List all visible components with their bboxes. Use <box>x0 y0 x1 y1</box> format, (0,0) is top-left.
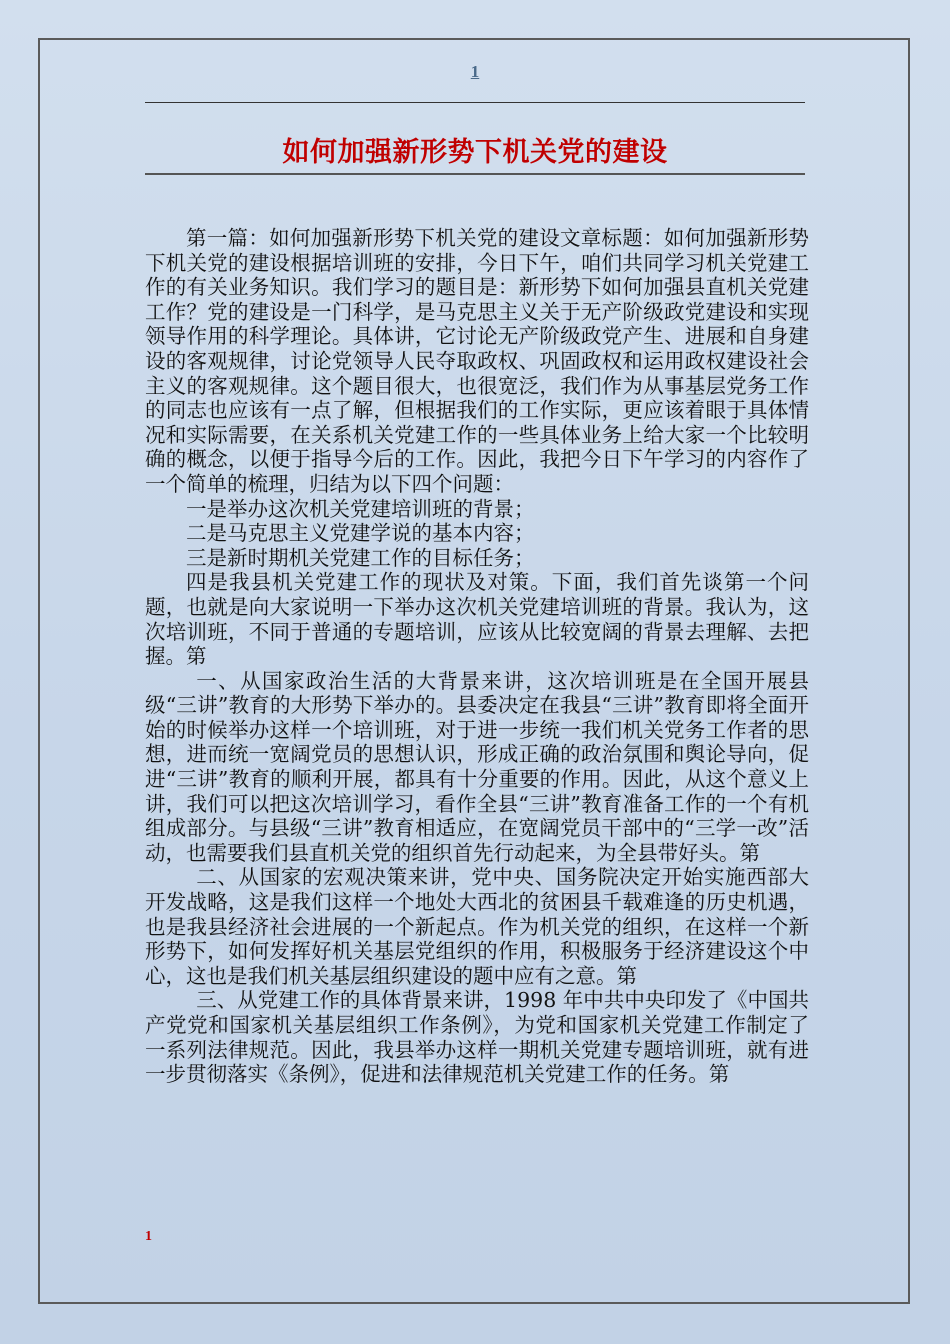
body-paragraph: 二是马克思主义党建学说的基本内容； <box>186 521 535 546</box>
body-paragraph: 三是新时期机关党建工作的目标任务； <box>186 545 535 570</box>
header-page-number: 1 <box>470 62 480 81</box>
body-paragraph: 一、从国家政治生活的大背景来讲，这次培训班是在全国开展县级“三讲”教育的大形势下举办的。县委决定在我县“三讲”教育即将全面开始的时候举办这样一个培训班，对于进一步统一我们机关党务工作者的思想，进而统一宽阔党员的思想认识，形成正确的政治氛围和舆论导向，促进“三讲”教育的顺利开展，都具有十分重要的作用。因此，从这个意义上讲，我们可以把这次培训学习，看作全县“三讲”教育准备工作的一个有机组成部分。与县级“三讲”教育相适应，在宽阔党员干部中的“三学一改”活动，也需要我们县直机关党的组织首先行动起来，为全县带好头。第 <box>145 668 809 865</box>
body-paragraph: 三、从党建工作的具体背景来讲，1998 年中共中央印发了《中国共产党党和国家机关基层组织工作条例》，为党和国家机关党建工作制定了一系列法律规范。因此，我县举办这样一期机关党建专题培训班，就有进一步贯彻落实《条例》，促进和法律规范机关党建工作的任务。第 <box>145 988 809 1087</box>
body-paragraph: 二、从国家的宏观决策来讲，党中央、国务院决定开始实施西部大开发战略，这是我们这样一个地处大西北的贫困县千载难逢的历史机遇，也是我县经济社会进展的一个新起点。作为机关党的组织，在这样一个新形势下，如何发挥好机关基层党组织的作用，积极服务于经济建设这个中心，这也是我们机关基层组织建设的题中应有之意。第 <box>145 865 809 988</box>
document-title: 如何加强新形势下机关党的建设 <box>282 137 668 168</box>
header-divider <box>145 102 805 103</box>
body-paragraph: 第一篇：如何加强新形势下机关党的建设文章标题：如何加强新形势下机关党的建设根据培训班的安排，今日下午，咱们共同学习机关党建工作的有关业务知识。我们学习的题目是：新形势下如何加强县直机关党建工作？党的建设是一门科学，是马克思主义关于无产阶级政党建设和实现领导作用的科学理论。具体讲，它讨论无产阶级政党产生、进展和自身建设的客观规律，讨论党领导人民夺取政权、巩固政权和运用政权建设社会主义的客观规律。这个题目很大，也很宽泛，我们作为从事基层党务工作的同志也应该有一点了解，但根据我们的工作实际，更应该着眼于具体情况和实际需要，在关系机关党建工作的一些具体业务上给大家一个比较明确的概念，以便于指导今后的工作。因此，我把今日下午学习的内容作了一个简单的梳理，归结为以下四个问题： <box>145 226 809 496</box>
footer-page-number: 1 <box>145 1229 152 1244</box>
body-paragraph: 一是举办这次机关党建培训班的背景； <box>186 496 535 521</box>
document-body <box>145 226 809 1087</box>
body-paragraph: 四是我县机关党建工作的现状及对策。下面，我们首先谈第一个问题，也就是向大家说明一下举办这次机关党建培训班的背景。我认为，这次培训班，不同于普通的专题培训，应该从比较宽阔的背景去理解、去把握。第 <box>145 570 809 669</box>
title-divider <box>145 173 805 175</box>
